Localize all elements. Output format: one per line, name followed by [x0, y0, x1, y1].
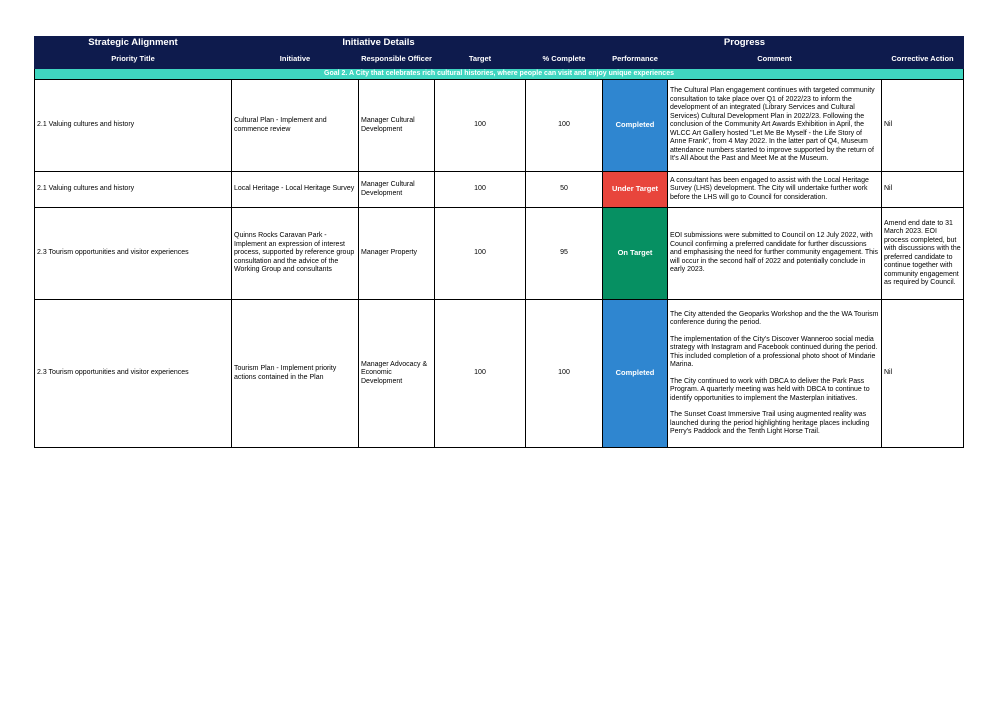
comment-cell: [668, 300, 882, 448]
corrective-action: Nil: [882, 80, 964, 172]
target-value: 100: [435, 208, 526, 300]
target-value: 100: [435, 300, 526, 448]
comment-paragraph: A consultant has been engaged to assist with the Local Heritage Survey (LHS) development. The City will undertake further work before the LHS will go to Council for consideration.: [670, 176, 869, 201]
target-value: 100: [435, 172, 526, 208]
comment-paragraph: The Cultural Plan engagement continues with targeted community consultation to take place over Q1 of 2022/23 to inform the development of an integrated (Library Services and Cultural Services) Cultural Development Plan in 2022/23. Following the conclusion of the Community Art Awards Exhibition in April, the WLCC Art Gallery hosted "Let Me Be Myself - the Life Story of Anne Frank", from 4 May 2022. In the latter part of Q4, Museum attendance numbers started to improve supported by the return of It's All About the Past and Meet Me at the Museum.: [670, 87, 875, 163]
comment-cell: [668, 208, 882, 300]
initiative-name: Quinns Rocks Caravan Park - Implement an expression of interest process, supported by reference group consultation and the advice of the Working Group and consultants: [232, 208, 359, 300]
group-strategic-alignment: Strategic Alignment: [35, 37, 232, 50]
percent-complete: 50: [526, 172, 603, 208]
performance-status: On Target: [603, 208, 668, 300]
priority-title: 2.1 Valuing cultures and history: [35, 172, 232, 208]
priority-title: 2.3 Tourism opportunities and visitor experiences: [35, 300, 232, 448]
performance-status: Under Target: [603, 172, 668, 208]
initiative-name: Cultural Plan - Implement and commence review: [232, 80, 359, 172]
col-comment: Comment: [668, 50, 882, 69]
performance-status: Completed: [603, 300, 668, 448]
comment-cell: [668, 80, 882, 172]
col-target: Target: [435, 50, 526, 69]
goal-row: [35, 69, 964, 80]
priority-title: 2.3 Tourism opportunities and visitor experiences: [35, 208, 232, 300]
responsible-officer: Manager Cultural Development: [359, 172, 435, 208]
responsible-officer: Manager Property: [359, 208, 435, 300]
responsible-officer: Manager Advocacy & Economic Development: [359, 300, 435, 448]
percent-complete: 95: [526, 208, 603, 300]
comment-paragraph: The City continued to work with DBCA to deliver the Park Pass Program. A quarterly meeting was held with DBCA to continue to identify opportunities to implement the Masterplan initiatives.: [670, 377, 870, 402]
table-row: [35, 80, 964, 172]
initiative-name: Tourism Plan - Implement priority actions contained in the Plan: [232, 300, 359, 448]
table-row: [35, 208, 964, 300]
col-priority-title: Priority Title: [35, 50, 232, 69]
progress-report-table: [34, 36, 964, 448]
table-row: [35, 300, 964, 448]
priority-title: 2.1 Valuing cultures and history: [35, 80, 232, 172]
initiative-name: Local Heritage - Local Heritage Survey: [232, 172, 359, 208]
header-column-row: [35, 50, 964, 69]
group-initiative-details: Initiative Details: [232, 37, 526, 50]
table-row: [35, 172, 964, 208]
responsible-officer: Manager Cultural Development: [359, 80, 435, 172]
performance-status: Completed: [603, 80, 668, 172]
corrective-action: Amend end date to 31 March 2023. EOI process completed, but with discussions with the preferred candidate to continue together with community engagement as required by Council.: [882, 208, 964, 300]
corrective-action: Nil: [882, 172, 964, 208]
col-initiative: Initiative: [232, 50, 359, 69]
col-performance: Performance: [603, 50, 668, 69]
percent-complete: 100: [526, 300, 603, 448]
col-corrective-action: Corrective Action: [882, 50, 964, 69]
header-group-row: [35, 37, 964, 50]
col-percent-complete: % Complete: [526, 50, 603, 69]
group-progress: Progress: [526, 37, 964, 50]
percent-complete: 100: [526, 80, 603, 172]
comment-paragraph: EOI submissions were submitted to Council on 12 July 2022, with Council confirming a preferred candidate for further discussions and emphasising the need for further community engagement. This will occur in the second half of 2022 and potentially conclude in early 2023.: [670, 232, 879, 274]
comment-cell: [668, 172, 882, 208]
comment-paragraph: The City attended the Geoparks Workshop and the the WA Tourism conference during the period.: [670, 310, 879, 326]
target-value: 100: [435, 80, 526, 172]
col-responsible-officer: Responsible Officer: [359, 50, 435, 69]
comment-paragraph: The implementation of the City's Discover Wanneroo social media strategy with Instagram and Facebook continued during the period. This included completion of a professional photo shoot of Mindarie Marina.: [670, 335, 878, 368]
corrective-action: Nil: [882, 300, 964, 448]
goal-title: Goal 2. A City that celebrates rich cultural histories, where people can visit and enjoy unique experiences: [35, 69, 964, 80]
comment-paragraph: The Sunset Coast Immersive Trail using augmented reality was launched during the period highlighting heritage places including Perry's Paddock and the Tenth Light Horse Trail.: [670, 411, 870, 435]
